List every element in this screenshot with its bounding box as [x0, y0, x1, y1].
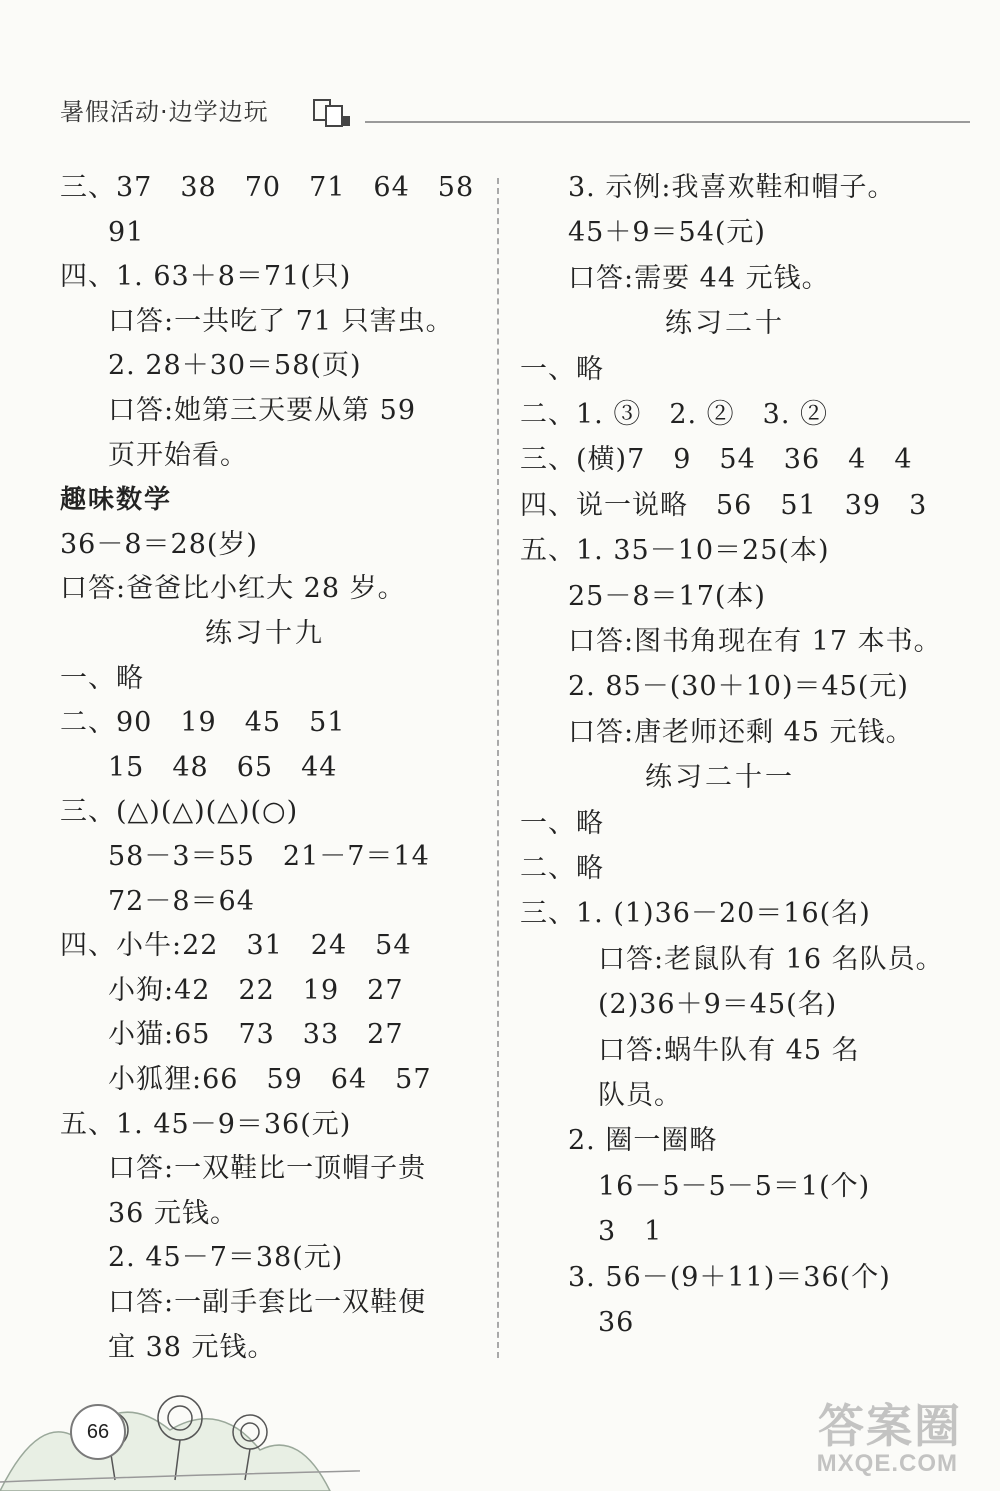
answer-line: 小猫:65 73 33 27 — [108, 1019, 404, 1051]
answer-line: 3 1 — [598, 1216, 663, 1248]
answer-line: 口答:一共吃了 71 只害虫。 — [108, 305, 454, 337]
book-corner-icon — [312, 96, 352, 128]
answer-line: 口答:一双鞋比一顶帽子贵 — [108, 1153, 427, 1185]
answer-line: 36－8＝28(岁) — [60, 528, 258, 560]
section-heading: 趣味数学 — [60, 485, 173, 516]
answer-line: 15 48 65 44 — [108, 751, 338, 783]
answer-line: 36 元钱。 — [108, 1197, 238, 1229]
answer-line: 25－8＝17(本) — [568, 580, 766, 612]
answer-line: 一、略 — [60, 662, 144, 694]
watermark-logo — [732, 1390, 972, 1490]
answer-line: 四、说一说略 56 51 39 3 — [520, 489, 928, 521]
answer-line: 口答:蜗牛队有 45 名 — [598, 1034, 860, 1066]
answer-line: 一、略 — [520, 807, 604, 839]
watermark-main: 答案圈 — [818, 1399, 962, 1453]
answer-line: 口答:她第三天要从第 59 — [108, 395, 417, 426]
answer-line: 45＋9＝54(元) — [568, 217, 766, 249]
page-header — [60, 80, 970, 140]
flower-decoration-icon — [0, 1370, 360, 1491]
answer-line: 36 — [598, 1307, 635, 1338]
answer-line: 队员。 — [598, 1080, 682, 1111]
column-divider — [497, 178, 499, 1358]
answer-line: 2. 28＋30＝58(页) — [108, 350, 362, 382]
exercise-title: 练习十九 — [205, 618, 325, 649]
answer-line: 口答:老鼠队有 16 名队员。 — [598, 943, 944, 975]
answer-line: 小狐狸:66 59 64 57 — [108, 1064, 432, 1095]
exercise-title: 练习二十 — [665, 308, 785, 340]
answer-line: 四、1. 63＋8＝71(只) — [60, 261, 352, 293]
answer-line: 2. 45－7＝38(元) — [108, 1242, 344, 1274]
exercise-title: 练习二十一 — [645, 762, 795, 794]
answer-line: 五、1. 45－9＝36(元) — [60, 1108, 352, 1140]
answer-line: 口答:需要 44 元钱。 — [568, 262, 830, 294]
answer-line: 2. 85－(30＋10)＝45(元) — [568, 671, 909, 703]
answer-line: 三、37 38 70 71 64 58 — [60, 172, 475, 203]
header-title: 暑假活动·边学边玩 — [60, 98, 269, 126]
answer-line: 91 — [108, 216, 145, 248]
answer-line: 五、1. 35－10＝25(本) — [520, 535, 830, 567]
answer-line: 页开始看。 — [108, 439, 248, 471]
watermark-sub: MXQE.COM — [816, 1450, 958, 1477]
header-rule — [365, 121, 970, 123]
answer-line: 二、1. ③ 2. ② 3. ② — [520, 399, 829, 430]
answer-line: 二、略 — [520, 853, 604, 884]
answer-line: 58－3＝55 21－7＝14 — [108, 841, 430, 872]
answer-line: 3. 56－(9＋11)＝36(个) — [568, 1261, 891, 1293]
answer-line: 2. 圈一圈略 — [568, 1125, 718, 1157]
answer-line: 三、(△)(△)(△)(○) — [60, 796, 299, 828]
answer-line: 一、略 — [520, 353, 604, 385]
answer-line: 四、小牛:22 31 24 54 — [60, 930, 412, 962]
page-number: 66 — [70, 1404, 126, 1460]
answer-line: 宜 38 元钱。 — [108, 1331, 276, 1363]
answer-line: 16－5－5－5＝1(个) — [598, 1170, 871, 1202]
answer-line: 口答:图书角现在有 17 本书。 — [568, 626, 942, 657]
answer-line: 72－8＝64 — [108, 885, 255, 917]
page-footer — [0, 1370, 1000, 1491]
answer-line: 口答:一副手套比一双鞋便 — [108, 1287, 427, 1318]
answer-line: 3. 示例:我喜欢鞋和帽子。 — [568, 172, 896, 203]
answer-line: 小狗:42 22 19 27 — [108, 974, 404, 1006]
answer-line: (2)36＋9＝45(名) — [598, 989, 838, 1021]
answer-line: 二、90 19 45 51 — [60, 707, 346, 739]
answer-line: 三、1. (1)36－20＝16(名) — [520, 898, 871, 930]
answer-line: 三、(横)7 9 54 36 4 4 — [520, 444, 913, 476]
answer-line: 口答:爸爸比小红大 28 岁。 — [60, 573, 406, 605]
answer-line: 口答:唐老师还剩 45 元钱。 — [568, 716, 914, 748]
